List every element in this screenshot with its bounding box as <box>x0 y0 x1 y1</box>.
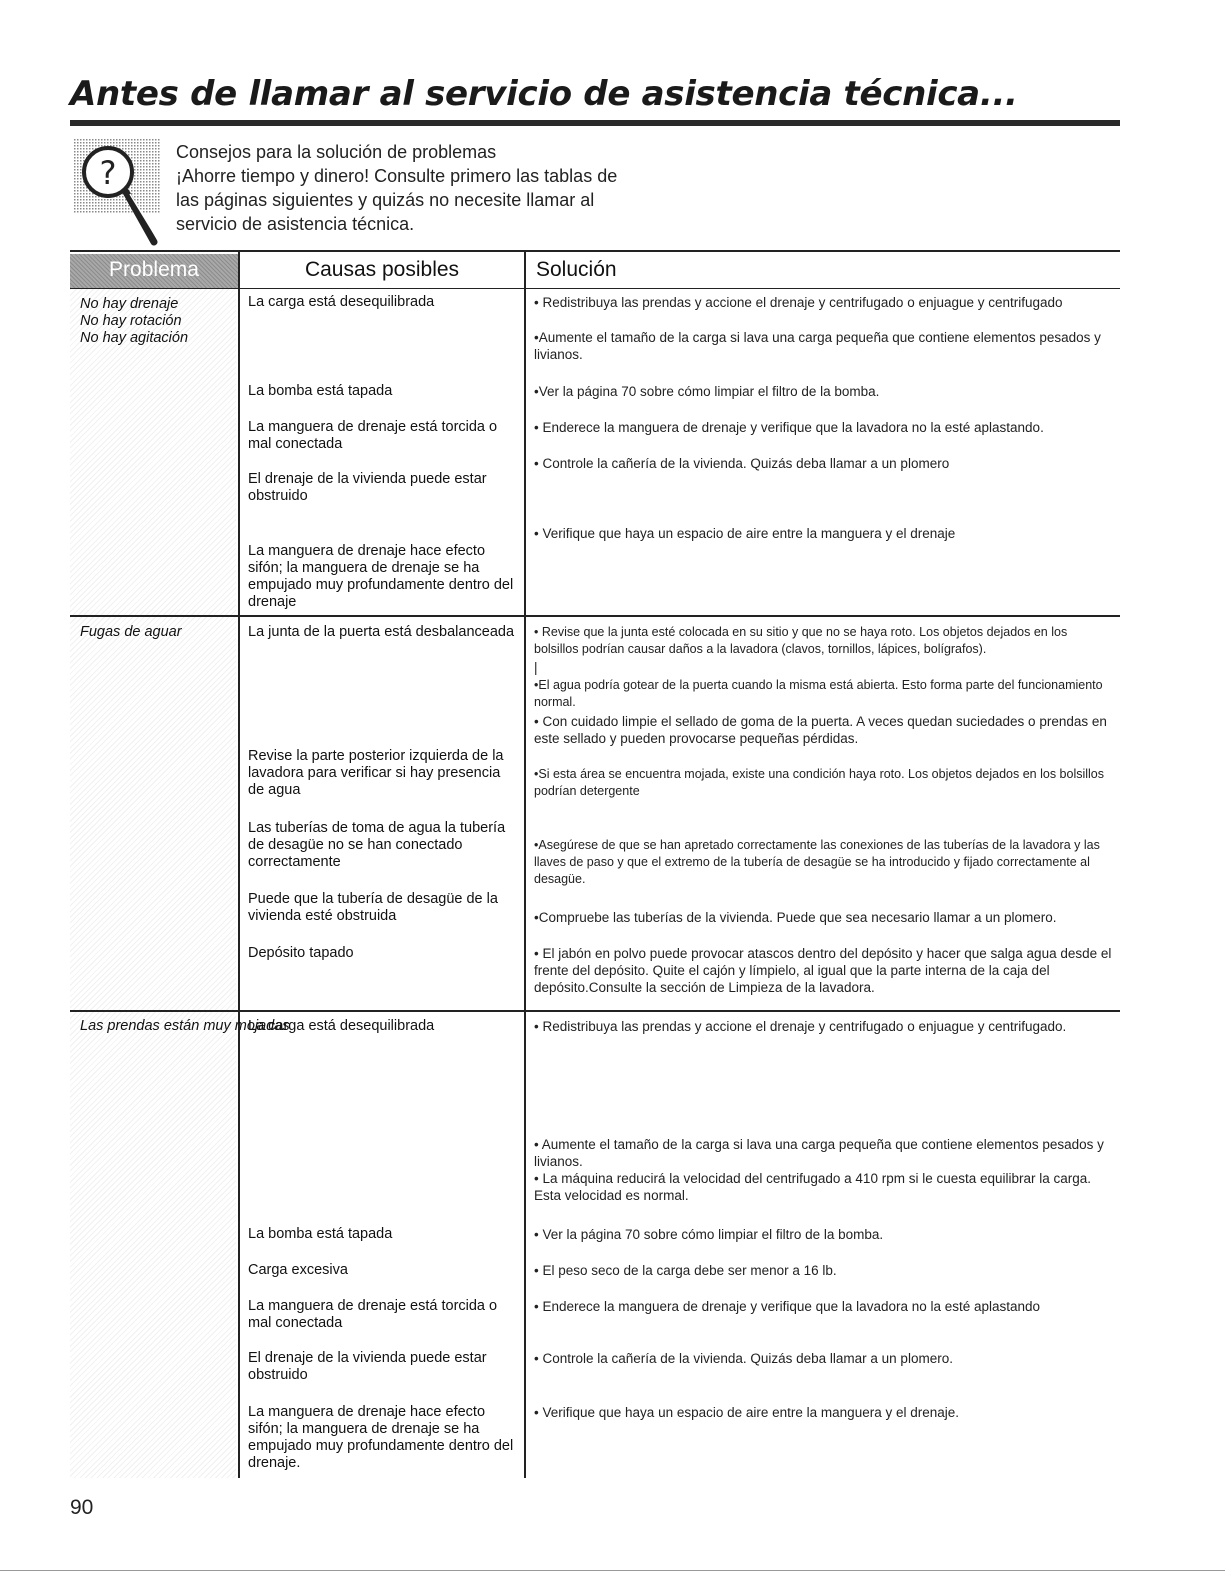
solution-text: • La máquina reducirá la velocidad del centrifugado a 410 rpm si le cuesta equilibrar la carga. Esta velocidad es normal. <box>534 1171 1092 1203</box>
cause-text: La manguera de drenaje está torcida o mal conectada <box>248 1298 498 1331</box>
problem-cell-bg <box>70 617 236 1010</box>
solution-text: • Revise que la junta esté colocada en su sitio y que no se haya roto. Los objetos dejados en los bolsillos podrían causar daños a la lavadora (clavos, tornillos, lápices, bolígrafos). <box>534 625 1068 656</box>
cause-text: Carga excesiva <box>248 1262 348 1278</box>
column-divider <box>238 252 240 1478</box>
solution-text: • Redistribuya las prendas y accione el drenaje y centrifugado o enjuague y centrifugado <box>534 295 1063 310</box>
cause-text: Depósito tapado <box>248 945 354 961</box>
solution-text: • Redistribuya las prendas y accione el drenaje y centrifugado o enjuague y centrifugado. <box>534 1019 1067 1034</box>
table-top-rule <box>70 250 1120 252</box>
solution-text: •Ver la página 70 sobre cómo limpiar el filtro de la bomba. <box>534 384 880 399</box>
title-rule <box>70 120 1120 126</box>
page-edge-rule <box>0 1570 1225 1571</box>
intro-line: ¡Ahorre tiempo y dinero! Consulte primero las tablas de <box>176 166 618 186</box>
section-rule <box>70 1010 1120 1012</box>
solution-text: •Aumente el tamaño de la carga si lava una carga pequeña que contiene elementos pesados y livianos. <box>534 330 1101 362</box>
solution-text: • El jabón en polvo puede provocar atascos dentro del depósito y hacer que salga agua desde el frente del depósito. Quite el cajón y límpielo, al igual que la parte interna de la caja del depósito.Consulte la sección de Limpieza de la lavadora. <box>534 946 1112 995</box>
magnifier-question-icon <box>74 136 164 248</box>
solution-text: | <box>534 660 538 675</box>
cause-text: La carga está desequilibrada <box>248 294 435 310</box>
solution-text: • Aumente el tamaño de la carga si lava una carga pequeña que contiene elementos pesados y livianos. <box>534 1137 1104 1169</box>
cause-text: Las tuberías de toma de agua la tubería de desagüe no se han conectado correctamente <box>248 820 506 870</box>
cause-text: La bomba está tapada <box>248 1226 393 1242</box>
cause-text: La junta de la puerta está desbalanceada <box>248 624 515 640</box>
solution-text: •Si esta área se encuentra mojada, existe una condición haya roto. Los objetos dejados en los bolsillos podrían detergente <box>534 767 1105 798</box>
solution-text: •Compruebe las tuberías de la vivienda. Puede que sea necesario llamar a un plomero. <box>534 910 1057 925</box>
problem-label: Las prendas están muy mojadas <box>80 1018 290 1034</box>
solution-text: • Verifique que haya un espacio de aire entre la manguera y el drenaje. <box>534 1405 960 1420</box>
cause-text: La manguera de drenaje hace efecto sifón; la manguera de drenaje se ha empujado muy profundamente dentro del drenaje <box>248 543 514 610</box>
intro-line: las páginas siguientes y quizás no necesite llamar al <box>176 190 595 210</box>
problem-label: Fugas de aguar <box>80 624 182 640</box>
page-number: 90 <box>70 1496 94 1519</box>
cause-text: La bomba está tapada <box>248 383 393 399</box>
solution-text: • Controle la cañería de la vivienda. Quizás deba llamar a un plomero <box>534 456 950 471</box>
solution-text: •Asegúrese de que se han apretado correctamente las conexiones de las tuberías de la lavadora y las llaves de paso y que el extremo de la tubería de desagüe se ha introducido y fijado correctamente al desagüe. <box>534 838 1100 886</box>
problem-cell-bg <box>70 1012 236 1478</box>
cause-text: La carga está desequilibrada <box>248 1018 435 1034</box>
intro-line: Consejos para la solución de problemas <box>176 142 497 162</box>
cause-text: Revise la parte posterior izquierda de la lavadora para verificar si hay presencia de agua <box>248 748 504 798</box>
column-divider <box>524 252 526 1478</box>
solution-text: • El peso seco de la carga debe ser menor a 16 lb. <box>534 1263 837 1278</box>
solution-text: • Controle la cañería de la vivienda. Quizás deba llamar a un plomero. <box>534 1351 953 1366</box>
svg-text:?: ? <box>99 154 117 192</box>
header-problem: Problema <box>70 254 238 288</box>
solution-text: • Enderece la manguera de drenaje y verifique que la lavadora no la esté aplastando. <box>534 420 1044 435</box>
header-solution: Solución <box>536 258 617 281</box>
solution-text: • Con cuidado limpie el sellado de goma de la puerta. A veces quedan suciedades o prendas en este sellado y pueden provocarse pequeñas pérdidas. <box>534 714 1107 746</box>
solution-text: • Verifique que haya un espacio de aire entre la manguera y el drenaje <box>534 526 956 541</box>
section-rule <box>70 615 1120 617</box>
solution-text: •El agua podría gotear de la puerta cuando la misma está abierta. Esto forma parte del funcionamiento normal. <box>534 678 1103 709</box>
cause-text: Puede que la tubería de desagüe de la vivienda esté obstruida <box>248 891 498 924</box>
solution-text: • Ver la página 70 sobre cómo limpiar el filtro de la bomba. <box>534 1227 884 1242</box>
intro-line: servicio de asistencia técnica. <box>176 214 415 234</box>
header-causes: Causas posibles <box>304 258 460 281</box>
cause-text: La manguera de drenaje hace efecto sifón; la manguera de drenaje se ha empujado muy profundamente dentro del drenaje. <box>248 1404 514 1471</box>
cause-text: El drenaje de la vivienda puede estar obstruido <box>248 471 487 504</box>
problem-label: No hay rotación <box>80 313 182 329</box>
intro-text <box>176 140 736 236</box>
page-title: Antes de llamar al servicio de asistencia técnica... <box>70 74 1018 114</box>
problem-label: No hay agitación <box>80 330 189 346</box>
cause-text: La manguera de drenaje está torcida o mal conectada <box>248 419 498 452</box>
solution-text: • Enderece la manguera de drenaje y verifique que la lavadora no la esté aplastando <box>534 1299 1041 1314</box>
cause-text: El drenaje de la vivienda puede estar obstruido <box>248 1350 487 1383</box>
problem-label: No hay drenaje <box>80 296 179 312</box>
